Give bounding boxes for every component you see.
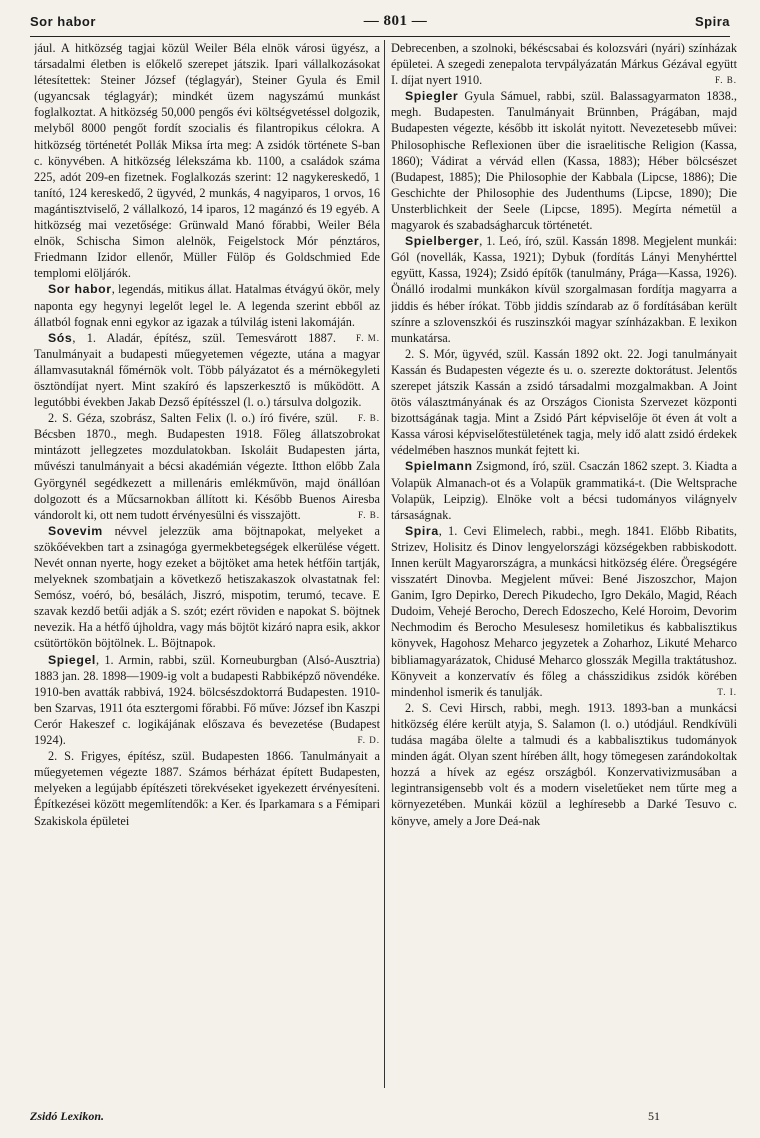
- lexicon-entry: [34, 652, 380, 749]
- lexicon-entry: [391, 88, 737, 233]
- entry-headword: Spiegler: [405, 89, 459, 104]
- entry-text: , 1. Leó, író, szül. Kassán 1898. Megjelent munkái: Gól (novellák, Kassa, 1921); Dybuk (fordítás Lányi Menyhérttel együtt, Kassa, 1924); Zsidó építők (tanulmány, Prága—Kassa, 1926). Önálló irodalmi munkákon kívül szorgalmasan fordítja magyarra a jiddis és héber írókat. Több jiddis színdarab az ő fordításában került színre a szlovenszkói és ruszinszkói magyar színházakban. E lexikon munkatársa.: [391, 234, 737, 345]
- lexicon-entry: [34, 523, 380, 652]
- lexicon-entry: [34, 330, 380, 424]
- lexicon-entry: [34, 40, 380, 281]
- entry-text: jául. A hitközség tagjai közül Weiler Béla elnök városi ügyész, a társadalmi életben is előkelő szerepet játszik. Ipari vállalkozásokat létesítettek: Steiner József (téglagyár), Steiner Gyula és Emil (ugyancsak téglagyár); mindkét üzem nagyszámú munkást foglalkoztat. A hitközség 50,000 pengős évi költségvetéssel dolgozik, melyből 8000 pengőt fordít szocialis és filantropikus célokra. A hitközség történetét Pollák Miksa írta meg: A zsidók története S-ban c. könyvében. A hitközség lélekszáma kb. 1100, a családok száma 225, adót 209-en fizetnek. Foglalkozás szerint: 12 nagykereskedő, 1 tanító, 124 kereskedő, 2 ügyvéd, 2 munkás, 4 nagyiparos, 1 orvos, 16 magántisztviselő, 2 vállalkozó, 14 iparos, 12 magánzó és 19 egyéb. A hitközség mai vezetősége: Grünwald Manó főrabbi, Weiler Béla elnök, Schischa Simon alelnök, Feigelstock Mór pénztáros, Friedmann Izidor ellenőr, Müller Fülöp és Goldschmied Ede templomi elöljárók.: [34, 41, 380, 281]
- entry-headword: Spielberger: [405, 234, 480, 249]
- footer-sheet-number: 51: [648, 1109, 660, 1123]
- entry-headword: Sovevim: [48, 523, 103, 538]
- entry-text: , 1. Aladár, építész, szül. Temesvárott 1887. Tanulmányait a budapesti műegyetemen végezte, utána a magyar államvasutaknál főmérnök volt. Több pályázatot és a mérnökegyleti ösztöndíjat nyert. Mint szakíró és lapszerkesztő is működött. A legutóbbi években Jakab Dezső építésszel (l. o.) társulva dolgozik.: [34, 330, 380, 410]
- entry-text: Gyula Sámuel, rabbi, szül. Balassagyarmaton 1838., megh. Budapesten. Tanulmányait Brünnben, Prágában, majd Budapesten végezte, később itt iskolát nyitott. Nevezetesebb művei: Philosophische Reflexionen über die israelitische Religion (Kassa, 1860); Vádirat a vérvád ellen (Kassa, 1883); Héber bölcsészet (Budapest, 1885); Die Philosophie der Kabbala (Lipcse, 1886); Die Geschichte der Philosophie des Judenthums (Lipcse, 1890); Die Unsterblichkeit der Seele (Lipcse, 1895). Megírta németül a magyarok és szabadságharcuk történetét.: [391, 89, 737, 233]
- lexicon-entry: [391, 523, 737, 700]
- header-left-keyword: Sor habor: [30, 13, 96, 29]
- entry-text: , 1. Cevi Elimelech, rabbi., megh. 1841. Előbb Ribatits, Strizev, Holisitz és Dinov lengyelországi községekben rabbiskodott. Innen került Magyarországra, a munkácsi hitközség élére. Öregségére visszatért Dinovba. Megjelent művei: Bené Jiszoszchor, Majon Ganim, Igro Depirko, Derech Pikudecho, Igro Dekálo, Magid, Réach Dudoim, Vehejé Berocho, Derech Edoszecho, Kelé Horoim, Devorim Nechmodim és Berocho Mesulesesz homiletikus és kabbalisztikus könyvek, Hagohosz Meharco jegyzetek a Zoharhoz, Likuté Meharco bibliamagyarázatok, Chidusé Meharco glosszák Megilla traktátushoz. Könyveit a konzervatív és főleg a chásszidikus zsidók körében mindenhol ismerik és tanulják.: [391, 523, 737, 699]
- author-signature: T. I.: [717, 686, 737, 697]
- footer-publication: Zsidó Lexikon.: [30, 1109, 104, 1123]
- right-column: [391, 40, 737, 1088]
- author-signature: F. B.: [357, 509, 380, 520]
- lexicon-entry: [391, 700, 737, 829]
- column-divider: [384, 40, 385, 1088]
- lexicon-entry: [391, 346, 737, 459]
- author-signature: F. B.: [714, 75, 737, 86]
- lexicon-entry: [34, 748, 380, 828]
- entry-text: névvel jelezzük ama böjtnapokat, melyeket a szökőévekben tart a zsinagóga gyermekbetegségek elkerülése végett. Nevét onnan nyerte, hogy ezeket a böjtöket ama hetek hétfőin tartják, melyeknek szombatjain a következő hetiszakaszok olvastatnak fel: Semósz, voéró, bó, besálách, Jiszró, mispotim, terumó, tecave. E szavak kezdő betűi adják a S. szót; ezért röviden e napokat S. böjtnek nevezik. Ha a hétfő újholdra, vagy más böjtöt kizáró napra esik, akkor csütörtökön böjtölnek. L. Böjtnapok.: [34, 523, 380, 651]
- author-signature: F. D.: [357, 735, 380, 746]
- entry-text: 2. S. Frigyes, építész, szül. Budapesten 1866. Tanulmányait a műegyetemen végezte 1887. Számos bérházat épített Budapesten, melyeken a legújabb építészeti törekvéseket igyekezett érvényesíteni. Építkezései között megemlítendők: a Ker. és Iparkamara s a Fémipari Szakiskola épületei: [34, 749, 380, 828]
- entry-headword: Spiegel: [48, 652, 96, 667]
- entry-headword: Spielmann: [405, 459, 473, 474]
- page-number: — 801 —: [363, 12, 428, 29]
- header-rule: [30, 36, 730, 37]
- entry-text: 2. S. Cevi Hirsch, rabbi, megh. 1913. 1893-ban a munkácsi hitközség élére került atyja, S. Salamon (l. o.) utódjául. Rendkívüli tudása magába ölelte a talmudi és a kabbalisztikus tudományok minden ágát. Olyan szent hírében állt, hogy tömegesen zarándokoltak hozzá a hívek az egész országból. Konzervativizmusában a legintransigensebb volt és a modern viseletűeket nem tűrte meg a környezetében. Munkái közül a leghíresebb a Darké Tesuvo c. könyve, amely a Jore Deá-nak: [391, 700, 737, 828]
- lexicon-entry: [391, 233, 737, 346]
- author-signature: F. M.: [355, 332, 380, 343]
- header-right-keyword: Spira: [694, 13, 730, 29]
- author-signature: F. B.: [357, 413, 380, 424]
- left-column: [34, 40, 380, 1088]
- entry-text: , legendás, mitikus állat. Hatalmas étvágyú ökör, mely naponta egy hegynyi legelőt legel le. A legenda szerint ebből az állatból fognak enni egykor az igazak a túlvilág isteni lakomáján.: [34, 282, 380, 329]
- lexicon-entry: [391, 40, 737, 88]
- entry-text: 2. S. Géza, szobrász, Salten Felix (l. o.) író fivére, szül. Bécsben 1870., megh. Budapesten 1918. Főleg állatszobrokat mintázott jellegzetes mozdulatokban. Iskoláit Budapesten járta, művészi tanulmányait a bécsi akadémián végezte. Itthon előbb Zala Györgynél segédkezett a millenáris emlékművön, majd önállóan dolgozott és a Műcsarnokban állított ki. Később Buenos Airesba vándorolt ki, ott nem tudott érvényesülni és visszajött.: [34, 411, 380, 522]
- entry-headword: Sós: [48, 330, 73, 345]
- lexicon-entry: [391, 458, 737, 522]
- entry-headword: Spira: [405, 523, 439, 538]
- entry-text: Zsigmond, író, szül. Csaczán 1862 szept. 3. Kiadta a Volapük Almanach-ot és a Volapük grammatiká-t. (Die Weltsprache Volapük, Leipzig). Elnöke volt a bécsi tudományos világnyelv társaságnak.: [391, 459, 737, 522]
- entry-text: , 1. Armin, rabbi, szül. Korneuburgban (Alsó-Ausztria) 1883 jan. 28. 1898—1909-ig volt a budapesti Rabbiképző növendéke. 1910-ben avatták rabbivá, 1924. bölcsészdoktorrá Budapesten. 1910-ben Szarvas, 1911 óta esztergomi főrabbi. Fő műve: József ibn Kaszpi Cerór Hakeszef c. logikájának előszava és bevezetése (Budapest 1924).: [34, 652, 380, 748]
- entry-text: Debrecenben, a szolnoki, békéscsabai és kolozsvári (nyári) színházak épületei. A szegedi zenepalota tervpályázatán Márkus Gézával együtt I. díjat nyert 1910.: [391, 41, 737, 88]
- entry-headword: Sor habor: [48, 282, 112, 297]
- entry-text: 2. S. Mór, ügyvéd, szül. Kassán 1892 okt. 22. Jogi tanulmányait Kassán és Budapesten végezte és u. o. szerezte doktorátust. Jelentős szerepet játszik Kassán a zsidó társadalmi mozgalmakban. A Joint ötös választmányának és az Országos Cionista Szervezet központi bizottságának tagja. Mint a Zsidó Párt képviselője öt éven át volt a Kassa városi képviselőtestületének tagja, mely idő alatt zsidó érdekek védelmében hasznos munkát fejtett ki.: [391, 346, 737, 458]
- lexicon-entry: [34, 410, 380, 523]
- page-footer: [30, 1109, 730, 1124]
- page-header: [30, 10, 730, 32]
